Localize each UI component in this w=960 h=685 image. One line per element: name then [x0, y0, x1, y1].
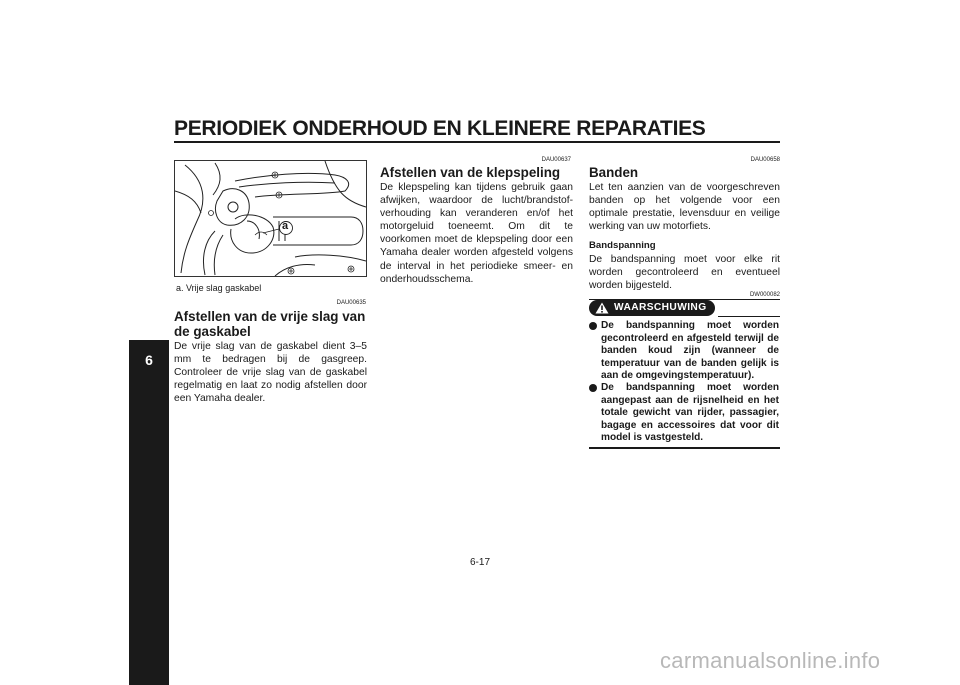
page-number: 6-17 [470, 557, 491, 568]
chapter-tab [129, 340, 169, 685]
section-heading: Afstellen van de vrije slag van de gaskabel [174, 309, 366, 339]
section-heading: Banden [589, 165, 639, 180]
bullet-icon [589, 384, 597, 392]
warning-badge-rule [718, 316, 780, 317]
figure-caption: a. Vrije slag gaskabel [176, 283, 262, 293]
subsection-heading: Bandspanning [589, 240, 656, 251]
throttle-lever-illustration [174, 160, 367, 277]
page-title: PERIODIEK ONDERHOUD EN KLEINERE REPARATIES [174, 117, 706, 140]
figure-callout-label: a [282, 220, 289, 232]
warning-label: WAARSCHUWING [614, 302, 707, 313]
section-code: DAU00658 [750, 157, 780, 163]
warning-bullet-text: De bandspanning moet worden aangepast aan de rijsnelheid en het totale gewicht van rijder, passagier, bagage en accessoires dat voor dit model is vastgesteld. [601, 382, 779, 443]
section-heading: Afstellen van de klepspeling [380, 165, 561, 180]
section-body: De klepspeling kan tijdens gebruik gaan afwijken, waardoor de lucht/brandstof-verhouding kan veranderen en/of het motorgeluid toeneemt. Om dit te voorkomen moet de klepspeling door een Yamaha dealer worden afgesteld volgens de interval in het periodieke smeer- en onderhoudsschema. [380, 182, 573, 285]
bullet-icon [589, 322, 597, 330]
warning-bullet [589, 320, 780, 380]
warning-bottom-rule [589, 447, 780, 449]
warning-code: DW000082 [749, 292, 780, 298]
chapter-tab-number: 6 [145, 352, 153, 368]
watermark-text: carmanualsonline.info [660, 648, 881, 673]
subsection-body: De bandspanning moet voor elke rit worden gecontroleerd en eventueel worden bijgesteld. [589, 254, 780, 292]
warning-bullet [589, 382, 780, 442]
section-body: Let ten aanzien van de voorgeschreven banden op het volgende voor een optimale prestatie, levensduur en veilige werking van uw motorfiets. [589, 182, 780, 233]
throttle-lever-drawing [175, 161, 366, 276]
warning-bullet-text: De bandspanning moet worden gecontroleerd en afgesteld terwijl de banden koud zijn (wanneer de temperatuur van de banden gelijk is aan de omgevingstemperatuur). [601, 320, 779, 381]
warning-icon [595, 302, 609, 314]
section-code: DAU00635 [336, 300, 366, 306]
section-code: DAU00637 [541, 157, 571, 163]
warning-badge [589, 300, 715, 316]
section-body: De vrije slag van de gaskabel dient 3–5 mm te bedragen bij de gasgreep. Controleer de vrije slag van de gaskabel regelmatig en laat zo nodig afstellen door een Yamaha dealer. [174, 341, 367, 405]
title-rule [174, 141, 780, 143]
